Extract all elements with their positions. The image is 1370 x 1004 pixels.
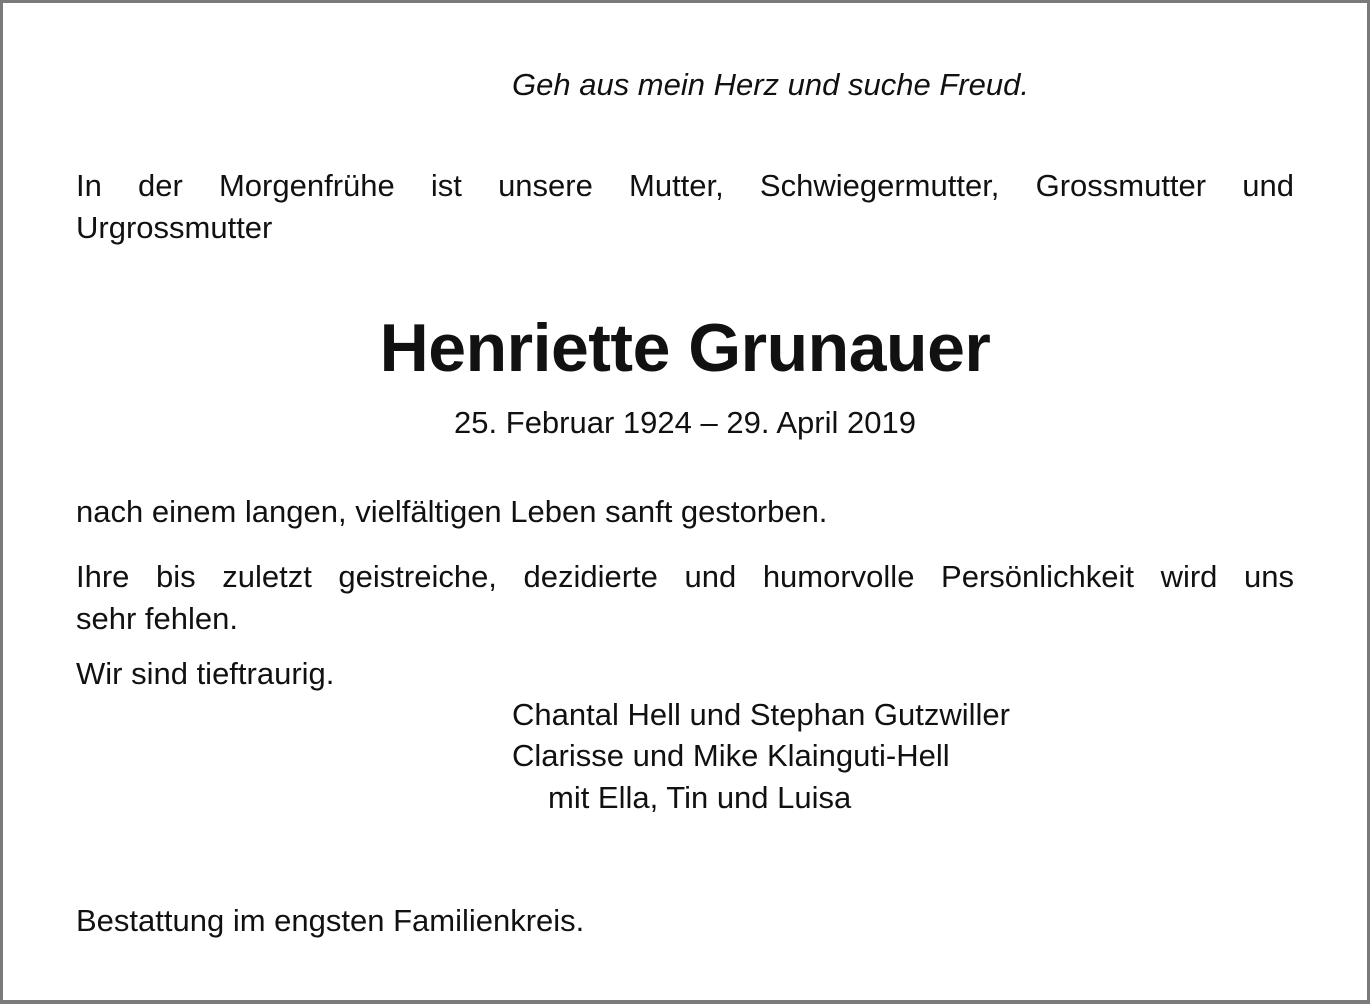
tribute-line-2: sehr fehlen. <box>76 601 238 636</box>
intro-line-2: Urgrossmutter <box>76 210 273 245</box>
signatory-line: Chantal Hell und Stephan Gutzwiller <box>512 697 1010 732</box>
life-dates: 25. Februar 1924 – 29. April 2019 <box>454 405 916 440</box>
motto-quote: Geh aus mein Herz und suche Freud. <box>512 67 1029 102</box>
intro-paragraph <box>76 165 1294 249</box>
deceased-name: Henriette Grunauer <box>379 310 991 386</box>
death-statement: nach einem langen, vielfältigen Leben sanft gestorben. <box>76 494 828 529</box>
tribute-line-1: Ihre bis zuletzt geistreiche, dezidierte und humorvolle Persönlichkeit wird uns <box>76 559 1294 594</box>
burial-note: Bestattung im engsten Familienkreis. <box>76 903 585 938</box>
tribute-paragraph <box>76 556 1294 640</box>
intro-line-1: In der Morgenfrühe ist unsere Mutter, Schwiegermutter, Grossmutter und <box>76 168 1294 203</box>
signatory-line: mit Ella, Tin und Luisa <box>548 780 852 815</box>
grief-statement: Wir sind tieftraurig. <box>76 656 335 691</box>
signatory-line: Clarisse und Mike Klainguti-Hell <box>512 738 950 773</box>
